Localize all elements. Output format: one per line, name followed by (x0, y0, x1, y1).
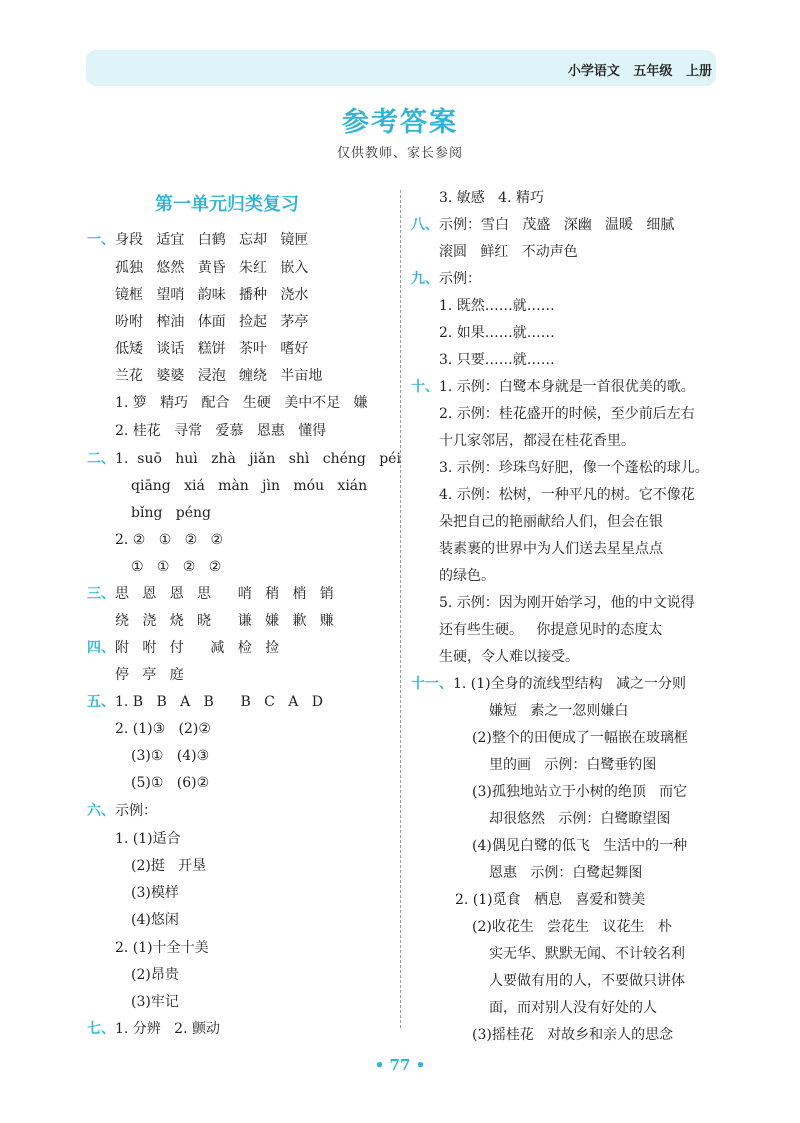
q5-line-3: (3)① (4)③ (131, 748, 210, 764)
q2-line-3: bǐng péng (131, 505, 211, 521)
q7-label: 七、 (87, 1021, 115, 1037)
q1-line-5: 低矮 谈话 糕饼 茶叶 嗜好 (115, 341, 309, 357)
q11-line-2: 嫌短 素之一忽则嫌白 (489, 703, 629, 719)
q1-line-1: 一、身段 适宜 白鹤 忘却 镜匣 (87, 232, 309, 248)
q2-line-2: qiāng xiá màn jìn móu xián (131, 478, 368, 494)
q11-line-12: 人要做有用的人，不要做只讲体 (489, 973, 685, 989)
q11-label: 十一、 (411, 676, 453, 692)
q2-label: 二、 (87, 451, 115, 467)
q6-label: 六、 (87, 803, 115, 819)
q1-sub-1: 1. 箩 精巧 配合 生硬 美中不足 嫌 (115, 395, 368, 411)
q10-line-3: 十几家邻居，都浸在桂花香里。 (439, 433, 635, 449)
page-title: 参考答案 (342, 107, 458, 138)
q10-line-9: 5. 示例：因为刚开始学习，他的中文说得 (439, 595, 695, 611)
q2-line-5: ① ① ② ② (131, 559, 222, 575)
q11-line-13: 面，而对别人没有好处的人 (489, 1000, 657, 1016)
q11-line-6: 却很悠然 示例：白鹭瞭望图 (489, 811, 671, 827)
q11-line-3: (2)整个的田便成了一幅嵌在玻璃框 (472, 730, 688, 746)
q6-line-5: (4)悠闲 (131, 912, 179, 928)
q10-line-7: 装素裹的世界中为人们送去星星点点 (439, 541, 663, 557)
header-subject: 小学语文 五年级 上册 (567, 64, 712, 79)
q1-line-4: 吩咐 榨油 体面 捡起 茅亭 (115, 314, 309, 330)
q1-line-3: 镜框 望哨 韵味 播种 浇水 (115, 287, 309, 303)
q11-line-11: 实无华、默默无闻、不计较名利 (489, 946, 685, 962)
q11-line-10: (2)收花生 尝花生 议花生 朴 (472, 919, 672, 935)
q10-line-6: 朵把自己的艳丽献给人们，但会在银 (439, 514, 663, 530)
q9-line-3: 2. 如果……就…… (439, 325, 555, 341)
q6-line-8: (3)牢记 (131, 994, 179, 1010)
q3-line-1: 三、思 恩 恩 思 哨 稍 梢 销 (87, 586, 334, 602)
q3-label: 三、 (87, 586, 115, 602)
q10-line-5: 4. 示例：松树，一种平凡的树。它不像花 (439, 487, 695, 503)
q5-label: 五、 (87, 694, 115, 710)
page-number: • 77 • (374, 1056, 426, 1074)
q11-line-1: 十一、1. (1)全身的流线型结构 减之一分则 (411, 676, 686, 692)
q6-line-3: (2)挺 开垦 (131, 858, 207, 874)
q10-line-4: 3. 示例：珍珠鸟好肥，像一个蓬松的球儿。 (439, 460, 709, 476)
q10-label: 十、 (411, 379, 439, 395)
page-subtitle: 仅供教师、家长参阅 (336, 146, 463, 161)
q4-line-2: 停 亭 庭 (115, 667, 184, 683)
q8-label: 八、 (411, 217, 439, 233)
q4-line-1: 四、附 咐 付 减 检 捡 (87, 640, 280, 656)
q9-line-4: 3. 只要……就…… (439, 352, 555, 368)
q1-line-2: 孤独 悠然 黄昏 朱红 嵌入 (115, 260, 309, 276)
q7-line-1: 七、1. 分辨 2. 颤动 (87, 1021, 220, 1037)
q11-line-14: (3)摇桂花 对故乡和亲人的思念 (472, 1027, 674, 1043)
q5-line-2: 2. (1)③ (2)② (115, 721, 211, 737)
q6-line-2: 1. (1)适合 (115, 831, 181, 847)
column-divider (400, 190, 401, 1028)
q2-line-1: 二、1. suō huì zhà jiǎn shì chéng péi (87, 451, 401, 467)
q1-sub-2: 2. 桂花 寻常 爱慕 恩惠 懂得 (115, 423, 327, 439)
q8-line-2: 滚圆 鲜红 不动声色 (439, 244, 578, 260)
q11-line-5: (3)孤独地站立于小树的绝顶 而它 (472, 784, 688, 800)
q10-line-2: 2. 示例：桂花盛开的时候，至少前后左右 (439, 406, 695, 422)
q9-label: 九、 (411, 271, 439, 287)
q2-line-4: 2. ② ① ② ② (115, 532, 224, 548)
q1-label: 一、 (87, 232, 115, 248)
q10-line-11: 生硬，令人难以接受。 (439, 649, 579, 665)
section-title: 第一单元归类复习 (155, 194, 299, 215)
q11-line-9: 2. (1)觅食 栖息 喜爱和赞美 (455, 892, 646, 908)
q8-line-1: 八、示例：雪白 茂盛 深幽 温暖 细腻 (411, 217, 675, 233)
q11-line-8: 恩惠 示例：白鹭起舞图 (489, 865, 643, 881)
q5-line-1: 五、1. B B A B B C A D (87, 694, 323, 710)
q11-line-4: 里的画 示例：白鹭垂钓图 (489, 757, 657, 773)
q4-label: 四、 (87, 640, 115, 656)
q9-line-2: 1. 既然……就…… (439, 298, 555, 314)
q1-line-6: 兰花 婆婆 浸泡 缠绕 半亩地 (115, 368, 323, 384)
q6-line-1: 六、示例： (87, 803, 157, 819)
q9-line-1: 九、示例： (411, 271, 481, 287)
q7-line-2: 3. 敏感 4. 精巧 (439, 190, 544, 206)
q5-line-4: (5)① (6)② (131, 775, 210, 791)
q6-line-6: 2. (1)十全十美 (115, 940, 209, 956)
q3-line-2: 绕 浇 烧 晓 谦 嫌 歉 赚 (115, 613, 334, 629)
q6-line-4: (3)模样 (131, 885, 179, 901)
q10-line-8: 的绿色。 (439, 568, 495, 584)
q6-line-7: (2)昂贵 (131, 967, 179, 983)
q10-line-10: 还有些生硬。 你提意见时的态度太 (439, 622, 663, 638)
q10-line-1: 十、1. 示例：白鹭本身就是一首很优美的歌。 (411, 379, 695, 395)
q11-line-7: (4)偶见白鹭的低飞 生活中的一种 (472, 838, 688, 854)
